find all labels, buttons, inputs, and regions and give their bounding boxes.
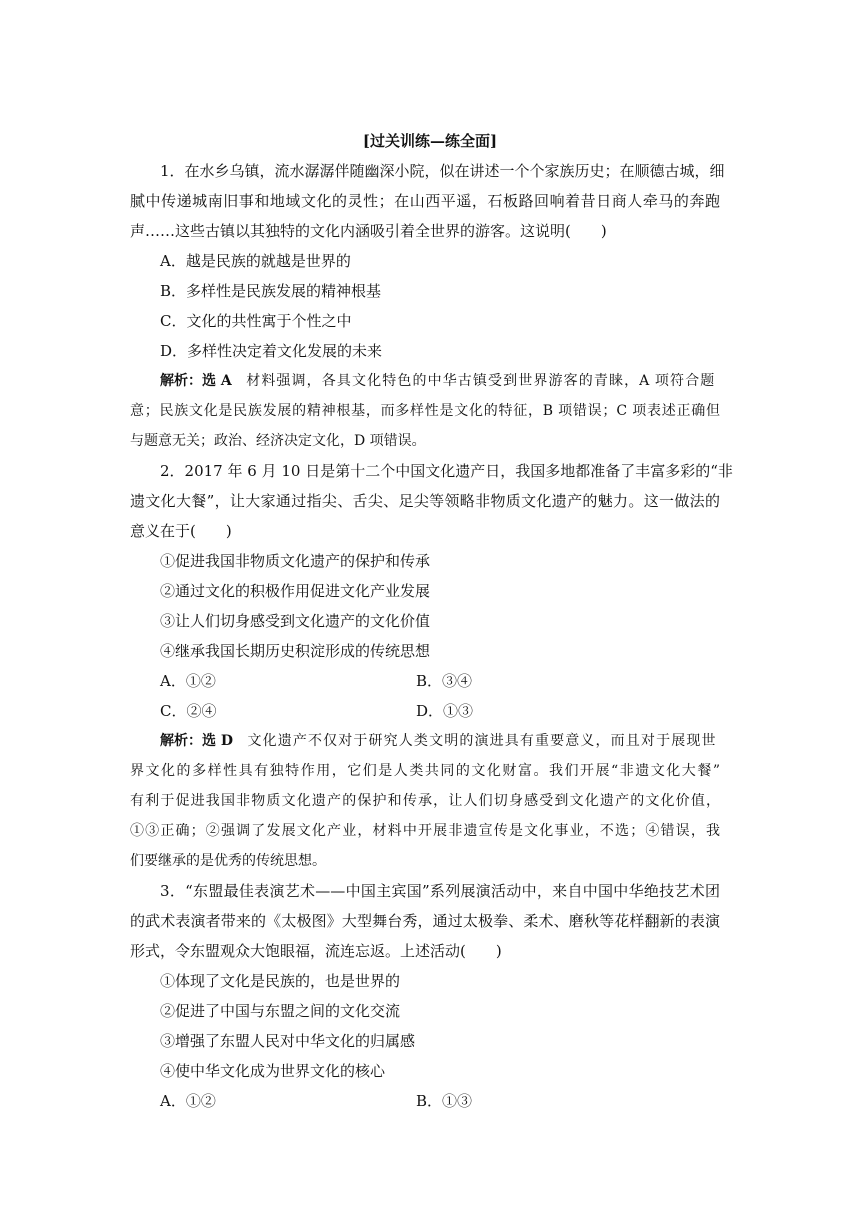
q1-analysis-text-1: 材料强调，各具文化特色的中华古镇受到世界游客的青睐，A 项符合题	[246, 373, 715, 389]
q2-stem-line-2: 遗文化大餐”，让大家通过指尖、舌尖、足尖等领略非物质文化遗产的魅力。这一做法的	[130, 492, 720, 510]
q1-stem-line-1: 1．在水乡乌镇，流水潺潺伴随幽深小院，似在讲述一个个家族历史；在顺德古城，细	[160, 162, 725, 180]
q3-item-4: ④使中华文化成为世界文化的核心	[160, 1062, 386, 1080]
q1-option-c: C．文化的共性寓于个性之中	[160, 312, 352, 330]
q2-item-2: ②通过文化的积极作用促进文化产业发展	[160, 582, 431, 600]
q2-analysis-line-2: 界文化的多样性具有独特作用，它们是人类共同的文化财富。我们开展“非遗文化大餐”	[130, 763, 720, 779]
q2-item-4: ④继承我国长期历史积淀形成的传统思想	[160, 642, 431, 660]
q2-analysis-line-5: 们要继承的是优秀的传统思想。	[130, 853, 326, 869]
q1-option-d: D．多样性决定着文化发展的未来	[160, 342, 383, 360]
q2-option-c: C．②④	[160, 702, 217, 720]
section-title: [过关训练—练全面]	[362, 132, 498, 150]
q2-stem-line-1: 2．2017 年 6 月 10 日是第十二个中国文化遗产日，我国多地都准备了丰富多彩的“非	[160, 462, 733, 480]
q1-stem-line-3: 声……这些古镇以其独特的文化内涵吸引着全世界的游客。这说明( )	[130, 222, 607, 240]
q3-item-2: ②促进了中国与东盟之间的文化交流	[160, 1002, 401, 1020]
q3-option-a: A．①②	[160, 1092, 216, 1110]
q3-stem-line-3: 形式，令东盟观众大饱眼福，流连忘返。上述活动( )	[130, 942, 502, 960]
q2-analysis-text-1: 文化遗产不仅对于研究人类文明的演进具有重要意义，而且对于展现世	[247, 733, 716, 749]
q2-item-1: ①促进我国非物质文化遗产的保护和传承	[160, 552, 431, 570]
q2-item-3: ③让人们切身感受到文化遗产的文化价值	[160, 612, 431, 630]
q2-option-b: B．③④	[416, 672, 473, 690]
q2-option-d: D．①③	[416, 702, 474, 720]
q2-stem-line-3: 意义在于( )	[130, 522, 232, 540]
q2-option-a: A．①②	[160, 672, 216, 690]
q2-analysis-lead: 解析：选 D	[160, 733, 234, 749]
q1-analysis-line-3: 与题意无关；政治、经济决定文化，D 项错误。	[130, 433, 426, 449]
q3-stem-line-2: 的武术表演者带来的《太极图》大型舞台秀，通过太极拳、柔术、磨秋等花样翻新的表演	[130, 912, 720, 930]
q1-analysis-lead: 解析：选 A	[160, 373, 232, 389]
q1-analysis-line-2: 意；民族文化是民族发展的精神根基，而多样性是文化的特征，B 项错误；C 项表述正确但	[130, 403, 720, 419]
q2-analysis-line-3: 有利于促进我国非物质文化遗产的保护和传承，让人们切身感受到文化遗产的文化价值，	[130, 793, 720, 809]
q1-stem-line-2: 腻中传递城南旧事和地域文化的灵性；在山西平遥，石板路回响着昔日商人牵马的奔跑	[130, 192, 720, 210]
q3-stem-line-1: 3．“东盟最佳表演艺术——中国主宾国”系列展演活动中，来自中国中华绝技艺术团	[160, 882, 720, 900]
q1-option-b: B．多样性是民族发展的精神根基	[160, 282, 382, 300]
q1-analysis-line-1	[160, 371, 714, 391]
q3-item-3: ③增强了东盟人民对中华文化的归属感	[160, 1032, 416, 1050]
q3-item-1: ①体现了文化是民族的，也是世界的	[160, 972, 401, 990]
q2-analysis-line-1	[160, 731, 715, 751]
q3-option-b: B．①③	[416, 1092, 473, 1110]
q2-analysis-line-4: ①③正确；②强调了发展文化产业，材料中开展非遗宣传是文化事业，不选；④错误，我	[130, 823, 720, 839]
q1-option-a: A．越是民族的就越是世界的	[160, 252, 351, 270]
